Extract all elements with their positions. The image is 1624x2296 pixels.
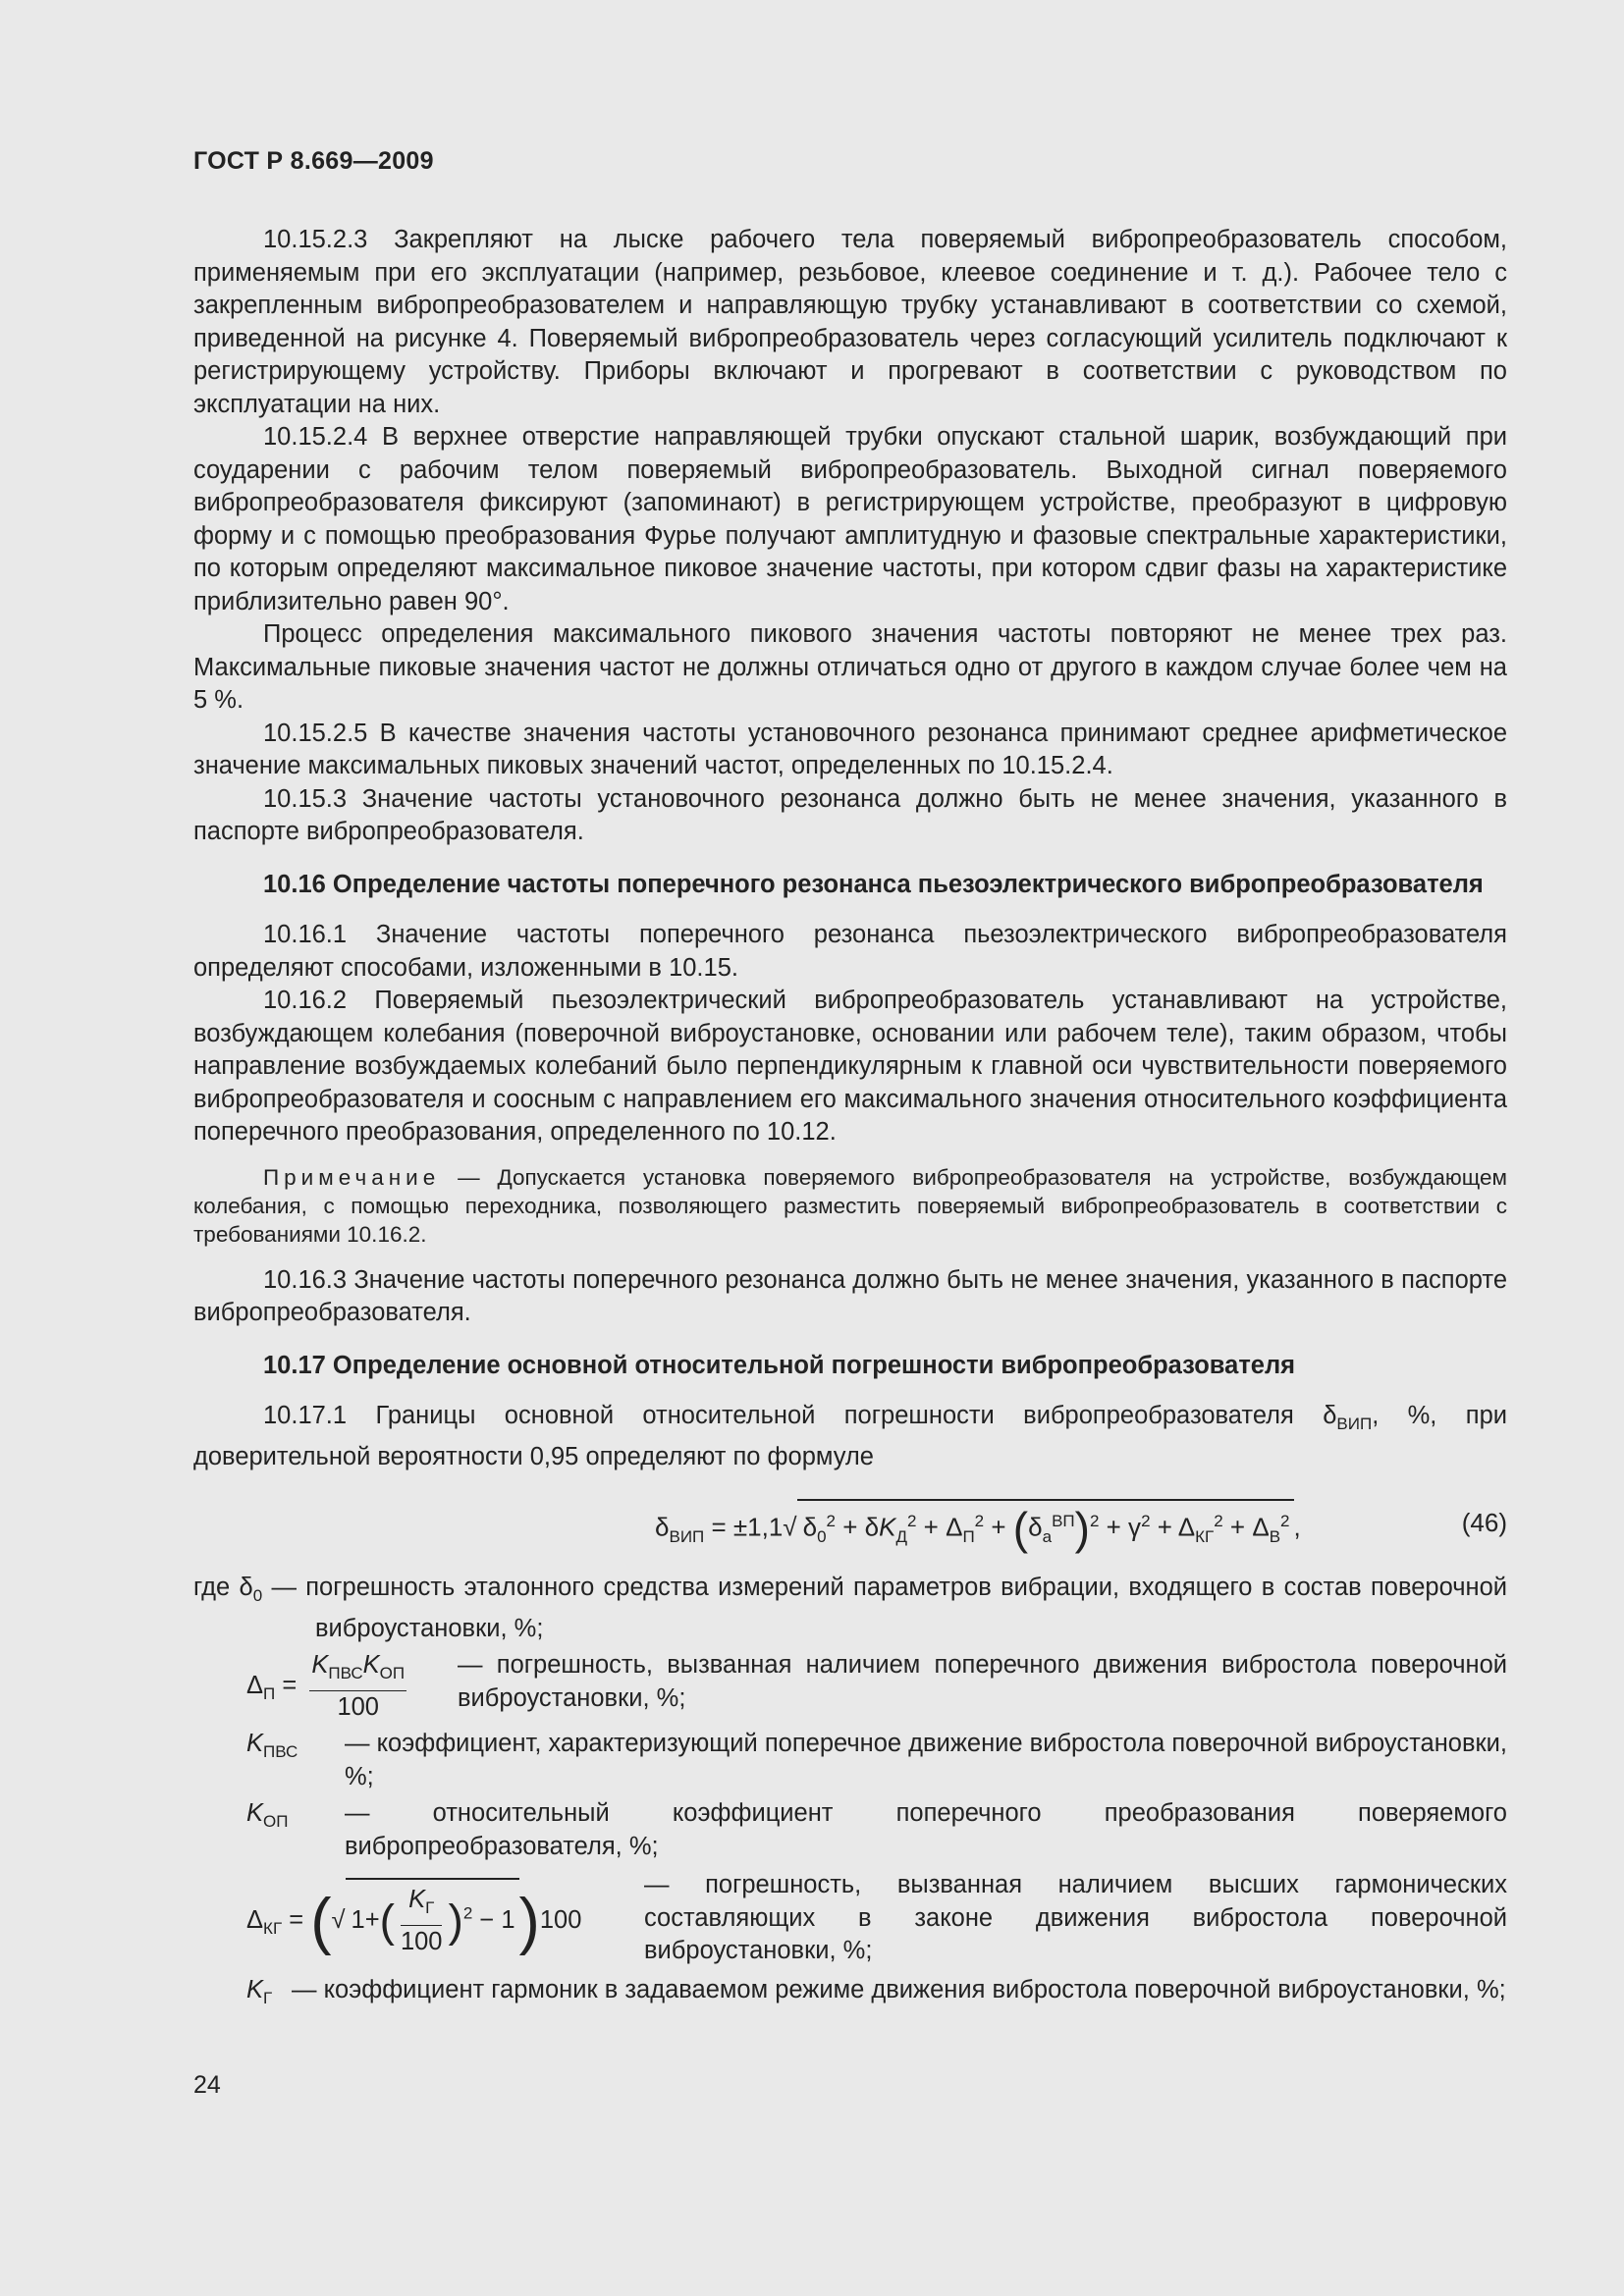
formula-46 [193,1481,1507,1572]
section-title-10-17: 10.17 Определение основной относительной погрешности вибропреобразователя [263,1351,1296,1379]
note-text: — Допускается установка поверяемого вибропреобразователя на устройстве, возбуждающем колебания, с помощью переходника, позволяющего разместить поверяемый вибропреобразователь в соответствии с требованиями 10.16.2. [193,1164,1507,1247]
paragraph: 10.15.2.4 В верхнее отверстие направляющей трубки опускают стальной шарик, возбуждающий при соударении с рабочим телом поверяемый вибропреобразователь. Выходной сигнал поверяемого вибропреобразователя фиксируют (запоминают) в регистрирующем устройстве, преобразуют в цифровую форму и с помощью преобразования Фурье получают амплитудную и фазовые спектральные характеристики, по которым определяют максимальное пиковое значение частоты, при котором сдвиг фазы на характеристике приблизительно равен 90°. [193,423,1507,615]
page-number: 24 [193,2071,221,2099]
def-delta0: где $\delta_0$ — погрешность эталонного средства измерений параметров вибрации, входящего в состав поверочной виброустановки, %; [193,1574,1507,1642]
formula-expression: $\delta_{ВИП} = \pm 1,1√$ $\delta_0^2 + \delta K_Д^2 + \Delta_П^2 + (\delta_а^{ВП})^2 + \gamma^2 + \Delta_{КГ}^2 + \Delta_В^2$ , [655,1499,1301,1553]
def-k-g: $K_Г$ — коэффициент гармоник в задаваемом режиме движения вибростола поверочной виброустановки, %; [246,1975,1506,2007]
def-delta-p: $\Delta_П$ = $\frac{K_{ПВС}K_{ОП}}{100}$ — погрешность, вызванная наличием поперечного движения вибростола поверочной виброустановки, %; [246,1651,1507,1721]
def-k-pvs: $K_{ПВС}$ — коэффициент, характеризующий поперечное движение вибростола поверочной виброустановки, %; [246,1730,1508,1790]
paragraph: 10.15.2.5 В качестве значения частоты установочного резонанса принимают среднее арифметическое значение максимальных пиковых значений частот, определенных по 10.15.2.4. [193,719,1507,779]
paragraph: Процесс определения максимального пикового значения частоты повторяют не менее трех раз. Максимальные пиковые значения частот не должны отличаться одно от другого в каждом случае более чем на 5 %. [193,620,1507,714]
paragraph: 10.15.2.3 Закрепляют на лыске рабочего тела поверяемый вибропреобразователь способом, применяемым при его эксплуатации (например, резьбовое, клеевое соединение и т. д.). Рабочее тело с закрепленным вибропреобразователем и направляющую трубку устанавливают в соответствии со схемой, приведенной на рисунке 4. Поверяемый вибропреобразователь через согласующий усилитель подключают к регистрирующему устройству. Приборы включают и прогревают в соответствии с руководством по эксплуатации на них. [193,226,1507,418]
paragraph: 10.16.1 Значение частоты поперечного резонанса пьезоэлектрического вибропреобразователя определяют способами, изложенными в 10.15. [193,921,1507,982]
paragraph: 10.17.1 Границы основной относительной погрешности вибропреобразователя $\delta_{ВИП}$, %, при доверительной вероятности 0,95 определяют по формуле [193,1402,1507,1470]
section-title-10-16: 10.16 Определение частоты поперечного резонанса пьезоэлектрического вибропреобразователя [263,870,1484,898]
note-label: Примечание [263,1164,441,1190]
where-list [193,1572,1507,2014]
paragraph: 10.15.3 Значение частоты установочного резонанса должно быть не менее значения, указанного в паспорте вибропреобразователя. [193,784,1507,845]
main-content [193,224,1507,2014]
formula-number: (46) [1461,1508,1507,1538]
doc-title: ГОСТ Р 8.669—2009 [193,147,434,175]
note [193,1163,1507,1249]
def-delta-kg: $\Delta_{КГ}$ = (√ 1+( $\frac{K_Г}{100}$ )$^2$ − 1)100 — погрешность, вызванная наличием высших гармонических составляющих в законе движения вибростола поверочной виброустановки, %; [246,1871,1507,1965]
paragraph: 10.16.2 Поверяемый пьезоэлектрический вибропреобразователь устанавливают на устройстве, возбуждающем колебания (поверочной виброустановке, основании или рабочем теле), таким образом, чтобы направление возбуждаемых колебаний было перпендикулярным к главной оси чувствительности поверяемого вибропреобразователя и соосным с направлением его максимального значения относительного коэффициента поперечного преобразования, определенного по 10.12. [193,987,1507,1146]
paragraph: 10.16.3 Значение частоты поперечного резонанса должно быть не менее значения, указанного в паспорте вибропреобразователя. [193,1265,1507,1326]
def-k-op: $K_{ОП}$ — относительный коэффициент поперечного преобразования поверяемого вибропреобразователя, %; [246,1799,1507,1860]
